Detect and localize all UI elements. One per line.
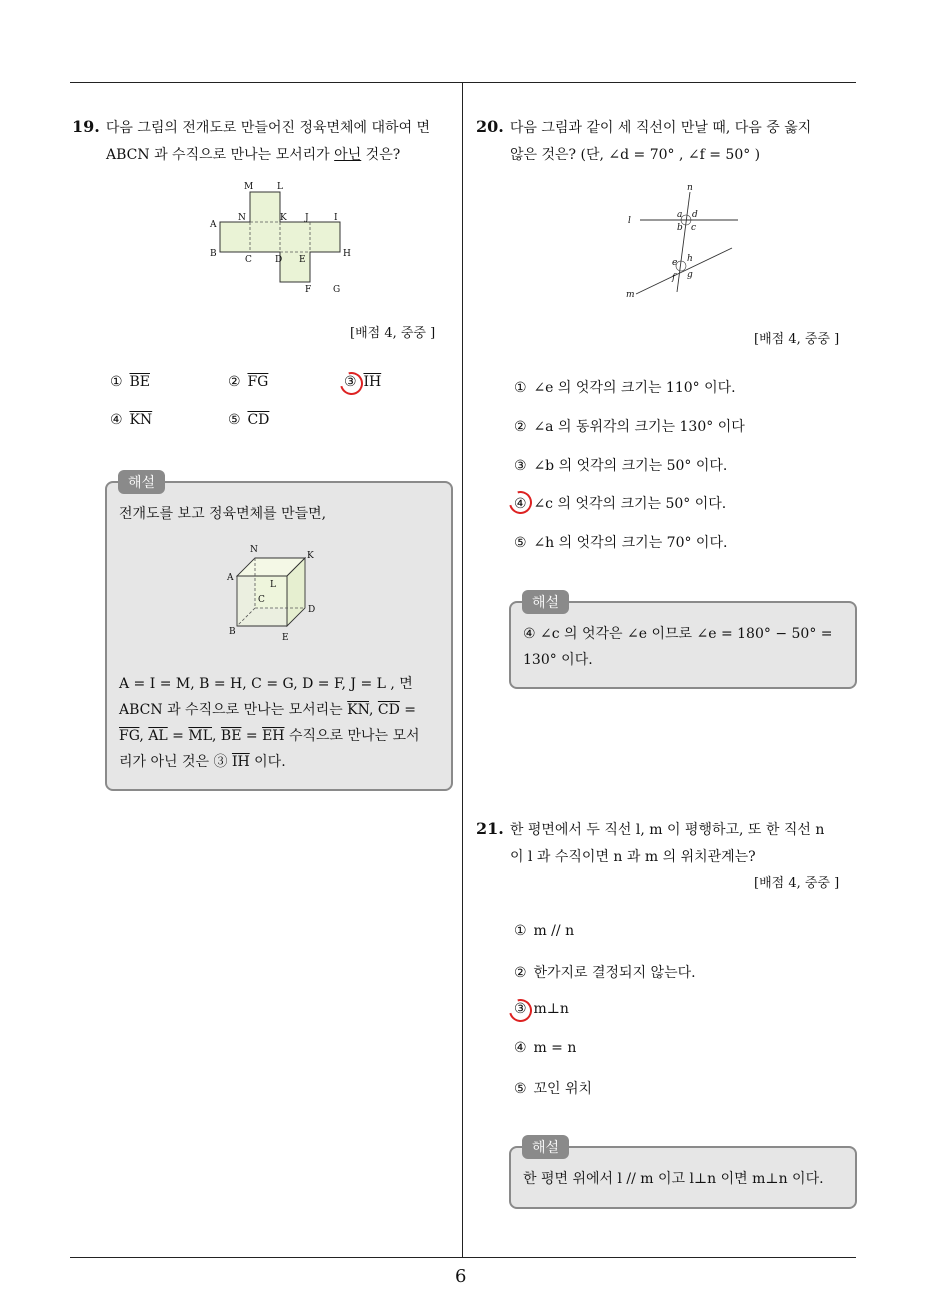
q21-option-4[interactable]: ④ m = n [514,1040,577,1056]
q21-answer-mark [505,995,536,1026]
q19-solution-tag: 해설 [118,470,165,494]
line-label-l: l [628,216,631,226]
q19-option-1[interactable]: ① $\overline{BE}$ [110,374,150,390]
q20-number: 20. [476,117,504,136]
cube-figure [225,538,335,648]
cube-label-c: C [258,595,265,605]
net-label-k: K [280,213,287,223]
q19-option-5[interactable]: ⑤ $\overline{CD}$ [228,412,270,428]
net-label-b: B [210,249,217,259]
q19-option-2[interactable]: ② $\overline{FG}$ [228,374,269,390]
angle-label-f: f [672,273,676,283]
q20-answer-mark [505,487,536,518]
q20-text: 20. 다음 그림과 같이 세 직선이 만날 때, 다음 중 옳지 않은 것은? (단, ∠d = 70° , ∠f = 50° ) [476,117,812,163]
angle-label-d: d [692,210,698,220]
angle-label-g: g [687,270,693,280]
q19-number: 19. [72,117,100,136]
q20-option-2[interactable]: ② ∠a 의 동위각의 크기는 130° 이다 [514,419,745,435]
q20-option-5[interactable]: ⑤ ∠h 의 엇각의 크기는 70° 이다. [514,535,728,551]
q21-solution-text: 한 평면 위에서 l // m 이고 l⊥n 이면 m⊥n 이다. [523,1171,824,1187]
net-label-i: I [334,213,338,223]
q21-number: 21. [476,819,504,838]
cube-label-k: K [307,551,314,561]
angle-label-c: c [691,223,697,233]
net-label-l: L [277,182,283,192]
cube-label-e: E [282,633,289,643]
line-label-n: n [687,183,693,193]
q20-option-1[interactable]: ① ∠e 의 엇각의 크기는 110° 이다. [514,380,736,396]
net-label-e: E [299,255,306,265]
q19-solution-intro: 전개도를 보고 정육면체를 만들면, [119,506,327,522]
cube-net-figure [200,178,360,298]
q21-score: [배점 4, 중중 ] [754,876,840,891]
three-lines-figure [620,180,750,300]
q20-option-3[interactable]: ③ ∠b 의 엇각의 크기는 50° 이다. [514,458,728,474]
net-label-j: J [305,213,309,223]
column-divider [462,82,463,1257]
top-rule [70,82,856,83]
cube-label-l: L [270,580,276,590]
net-label-h: H [343,249,351,259]
q21-option-5[interactable]: ⑤ 꼬인 위치 [514,1081,592,1097]
q20-solution-text: ④ ∠c 의 엇각은 ∠e 이므로 ∠e = 180° − 50° = 130° 이다. [523,626,833,668]
bottom-rule [70,1257,856,1258]
q19-answer-mark [336,368,367,399]
q21-option-3[interactable]: ③ m⊥n [514,1001,569,1017]
q19-option-3[interactable]: ③ $\overline{IH}$ [344,374,382,390]
line-label-m: m [626,290,635,300]
q20-score: [배점 4, 중중 ] [754,332,840,347]
angle-label-a: a [677,210,683,220]
q21-option-2[interactable]: ② 한가지로 결정되지 않는다. [514,965,696,981]
net-label-f: F [305,285,312,295]
q21-solution-tag: 해설 [522,1135,569,1159]
q20-option-4[interactable]: ④ ∠c 의 엇각의 크기는 50° 이다. [514,496,727,512]
q21-text: 21. 한 평면에서 두 직선 l, m 이 평행하고, 또 한 직선 n 이 l 과 수직이면 n 과 m 의 위치관계는? [476,819,825,865]
q19-solution-text: A = I = M, B = H, C = G, D = F, J = L , 면 ABCN 과 수직으로 만나는 모서리는 $\overline{KN}$, $\overline{CD}$ = $\overline{FG}$, $\overline{AL} = \overline{ML}$, $\overline{BE} = \overline{EH}$ 수직으로 만나는 모서 리가 아닌 것은 ③ $\overline{IH}$ 이다. [119,676,420,770]
net-label-a: A [210,220,217,230]
net-label-n: N [238,213,246,223]
net-label-c: C [245,255,252,265]
cube-label-b: B [229,627,236,637]
cube-label-n: N [250,545,258,555]
q20-solution-tag: 해설 [522,590,569,614]
page-number: 6 [455,1266,467,1287]
net-label-g: G [333,285,341,295]
net-label-m: M [244,182,254,192]
cube-label-a: A [227,573,234,583]
q19-option-4[interactable]: ④ $\overline{KN}$ [110,412,153,428]
angle-label-e: e [672,258,678,268]
q19-text: 19. 다음 그림의 전개도로 만들어진 정육면체에 대하여 면 ABCN 과 수직으로 만나는 모서리가 아닌 것은? [72,117,431,163]
q20-solution-box [509,601,857,689]
cube-label-d: D [308,605,316,615]
net-label-d: D [275,255,283,265]
q19-solution-box [105,481,453,791]
q21-option-1[interactable]: ① m // n [514,923,575,939]
angle-label-b: b [677,223,683,233]
q19-score: [배점 4, 중중 ] [350,326,436,341]
angle-label-h: h [687,254,693,264]
